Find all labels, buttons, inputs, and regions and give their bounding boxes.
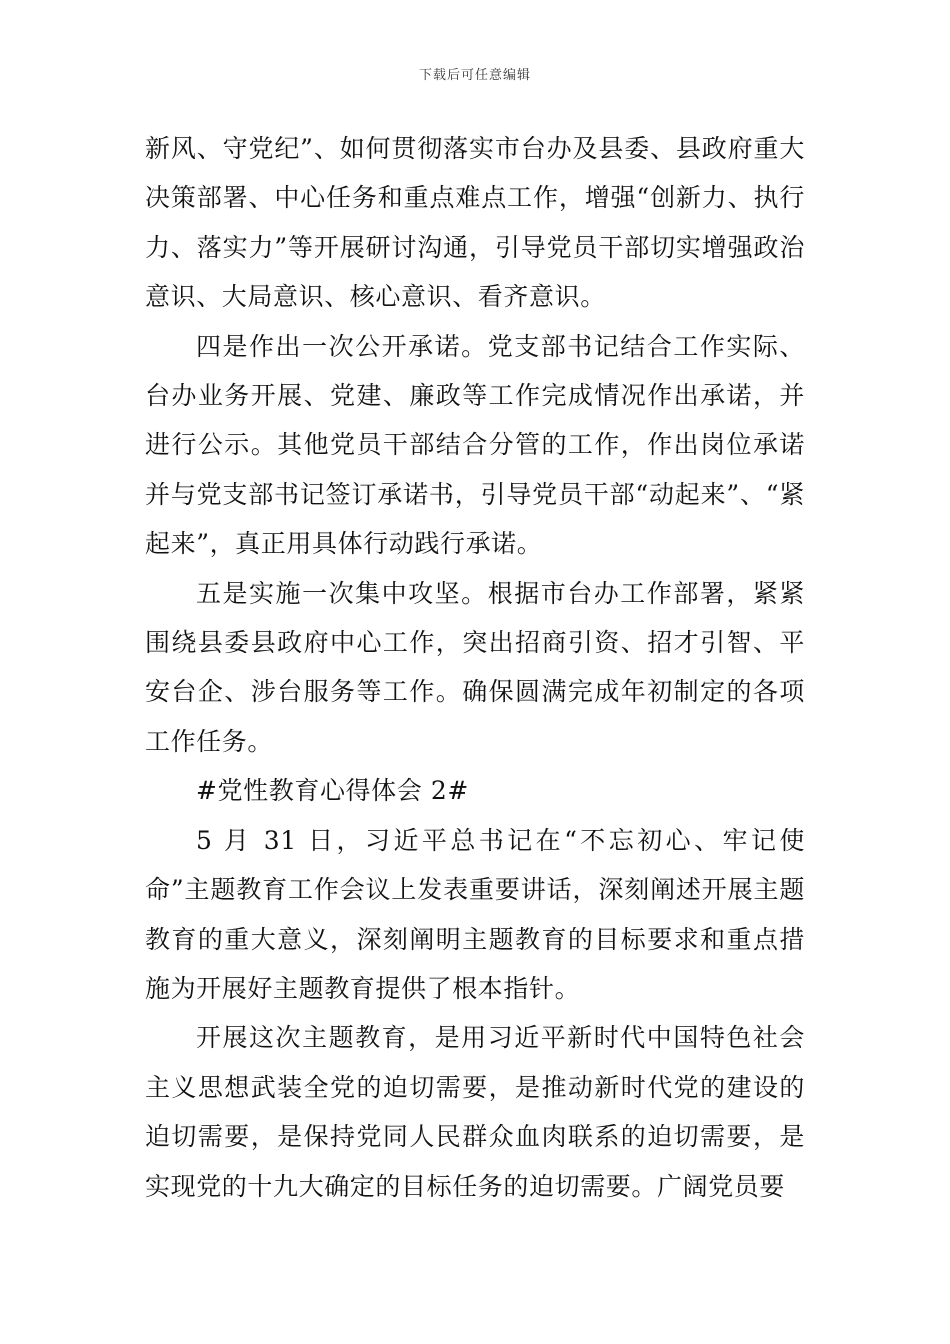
paragraph-concentrated-effort: 五是实施一次集中攻坚。根据市台办工作部署，紧紧围绕县委县政府中心工作，突出招商引资、招才引智、平安台企、涉台服务等工作。确保圆满完成年初制定的各项工作任务。 (145, 578, 805, 756)
paragraph-commitment: 四是作出一次公开承诺。党支部书记结合工作实际、台办业务开展、党建、廉政等工作完成情况作出承诺，并进行公示。其他党员干部结合分管的工作，作出岗位承诺并与党支部书记签订承诺书，引导党员干部“动起来”、“紧起来”，真正用具体行动践行承诺。 (145, 331, 805, 559)
paragraph-speech: 5 月 31 日，习近平总书记在“不忘初心、牢记使命”主题教育工作会议上发表重要讲话，深刻阐述开展主题教育的重大意义，深刻阐明主题教育的目标要求和重点措施为开展好主题教育提供了根本指针。 (145, 825, 805, 1003)
paragraph-continuation: 新风、守党纪”、如何贯彻落实市台办及县委、县政府重大决策部署、中心任务和重点难点工作，增强“创新力、执行力、落实力”等开展研讨沟通，引导党员干部切实增强政治意识、大局意识、核心意识、看齐意识。 (145, 134, 805, 312)
page-header: 下载后可任意编辑 (418, 68, 531, 83)
paragraph-theme-education: 开展这次主题教育，是用习近平新时代中国特色社会主义思想武装全党的迫切需要，是推动新时代党的建设的迫切需要，是保持党同人民群众血肉联系的迫切需要，是实现党的十九大确定的目标任务的迫切需要。广阔党员要 (145, 1023, 805, 1201)
document-body (145, 124, 805, 1211)
section-heading: #党性教育心得体会 2# (196, 776, 469, 806)
